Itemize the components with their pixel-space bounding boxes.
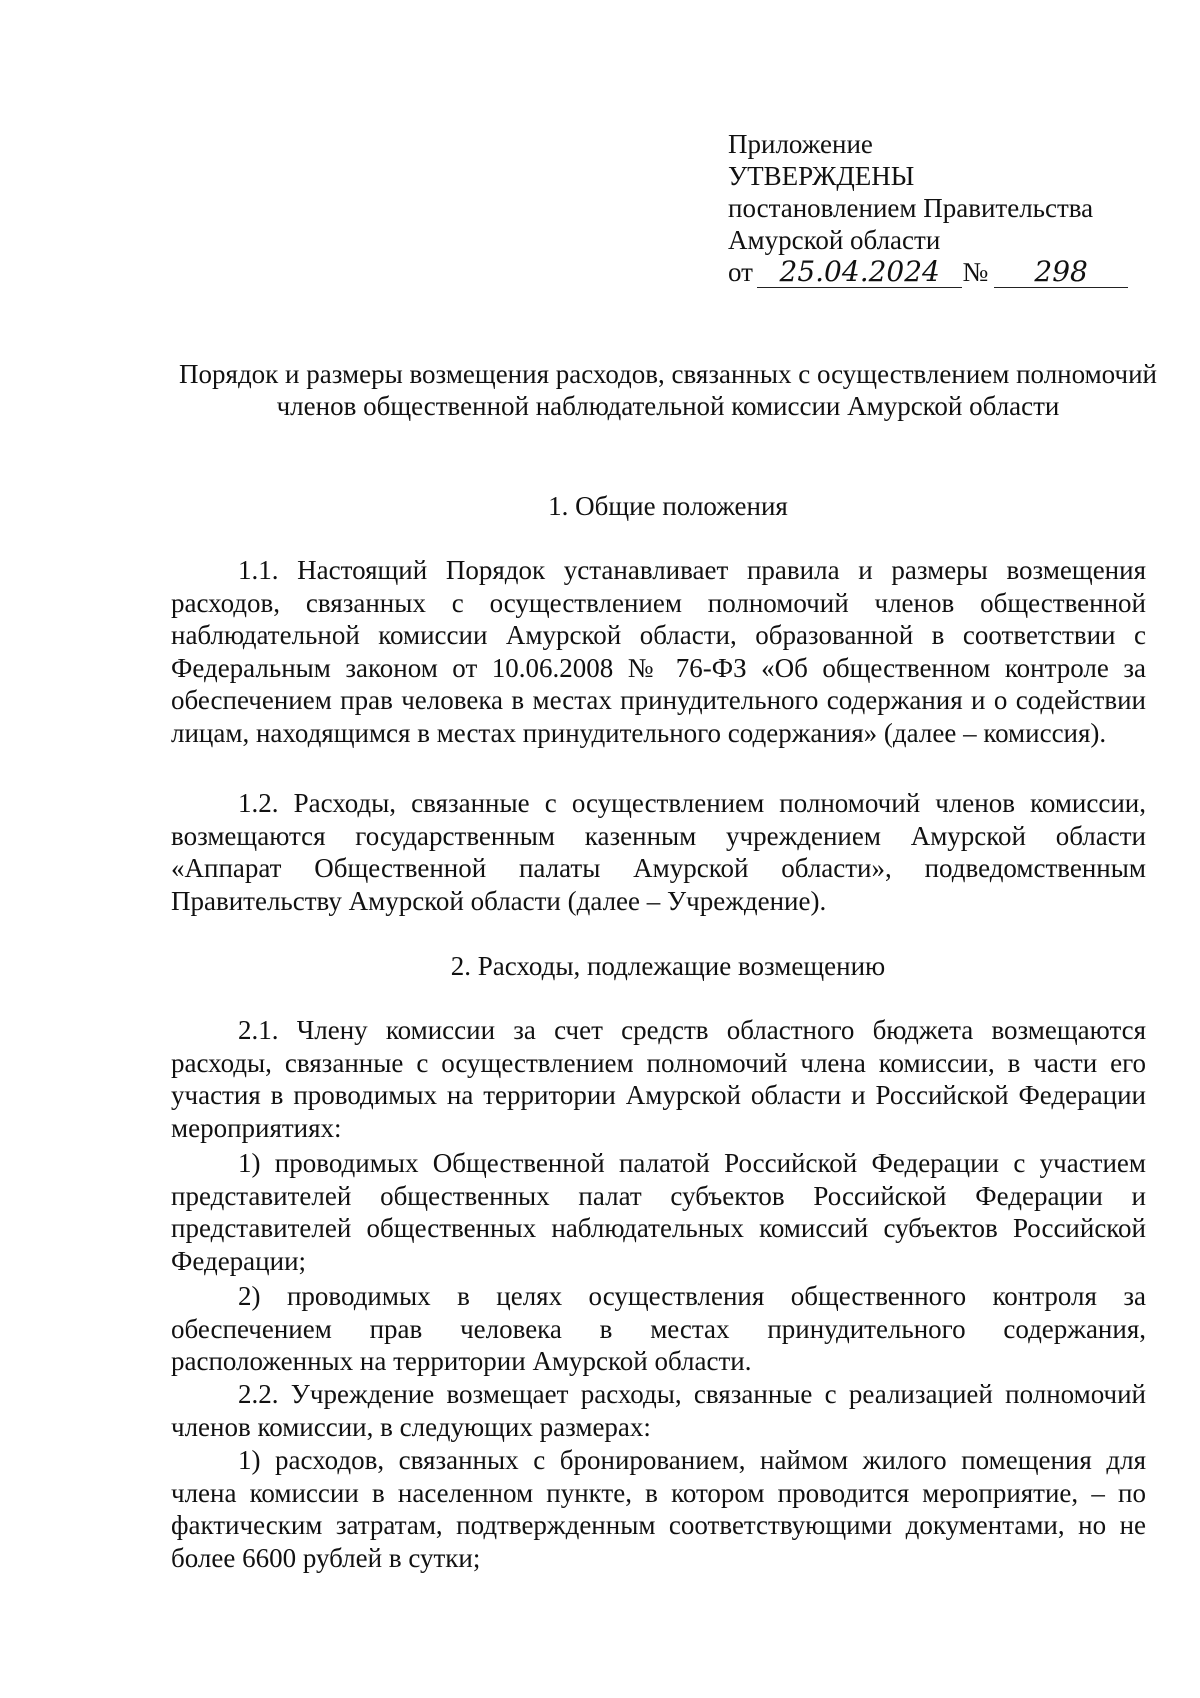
section-2-heading: 2. Расходы, подлежащие возмещению bbox=[450, 951, 886, 981]
number-label: № bbox=[962, 257, 989, 287]
approved-label: УТВЕРЖДЕНЫ bbox=[728, 161, 915, 191]
paragraph-2-1-item-2: 2) проводимых в целях осуществления общественного контроля за обеспечением прав человека в местах принудительного содержания, расположенных на территории Амурской области. bbox=[171, 1281, 1146, 1376]
date-prefix: от bbox=[728, 257, 753, 287]
approval-line-2: Амурской области bbox=[728, 225, 941, 255]
paragraph-2-2: 2.2. Учреждение возмещает расходы, связанные с реализацией полномочий членов комиссии, в следующих размерах: bbox=[171, 1379, 1146, 1442]
paragraph-1-1: 1.1. Настоящий Порядок устанавливает правила и размеры возмещения расходов, связанных с осуществлением полномочий членов общественной наблюдательной комиссии Амурской области, образованной в соответствии с Федеральным законом от 10.06.2008 № 76-ФЗ «Об общественном контроле за обеспечением прав человека в местах принудительного содержания и о содействии лицам, находящимся в местах принудительного содержания» (далее – комиссия). bbox=[171, 555, 1146, 748]
document-title: Порядок и размеры возмещения расходов, связанных с осуществлением полномочий членов общественной наблюдательной комиссии Амурской области bbox=[179, 359, 1157, 421]
approval-line-1: постановлением Правительства bbox=[728, 193, 1094, 223]
section-1-heading: 1. Общие положения bbox=[548, 491, 788, 521]
paragraph-2-1: 2.1. Члену комиссии за счет средств областного бюджета возмещаются расходы, связанные с осуществлением полномочий члена комиссии, в части его участия в проводимых на территории Амурской области и Российской Федерации мероприятиях: bbox=[171, 1015, 1146, 1143]
approval-block bbox=[728, 128, 1128, 288]
paragraph-2-1-item-1: 1) проводимых Общественной палатой Российской Федерации с участием представителей общественных палат субъектов Российской Федерации и представителей общественных наблюдательных комиссий субъектов Российской Федерации; bbox=[171, 1148, 1146, 1276]
handwritten-date: 25.04.2024 bbox=[757, 257, 962, 288]
date-number-line bbox=[728, 256, 1128, 288]
paragraph-2-2-item-1: 1) расходов, связанных с бронированием, наймом жилого помещения для члена комиссии в населенном пункте, в котором проводится мероприятие, – по фактическим затратам, подтвержденным соответствующими документами, но не более 6600 рублей в сутки; bbox=[171, 1445, 1146, 1573]
appendix-label: Приложение bbox=[728, 129, 873, 159]
handwritten-number: 298 bbox=[994, 257, 1128, 288]
paragraph-1-2: 1.2. Расходы, связанные с осуществлением полномочий членов комиссии, возмещаются государственным казенным учреждением Амурской области «Аппарат Общественной палаты Амурской области», подведомственным Правительству Амурской области (далее – Учреждение). bbox=[171, 788, 1146, 916]
